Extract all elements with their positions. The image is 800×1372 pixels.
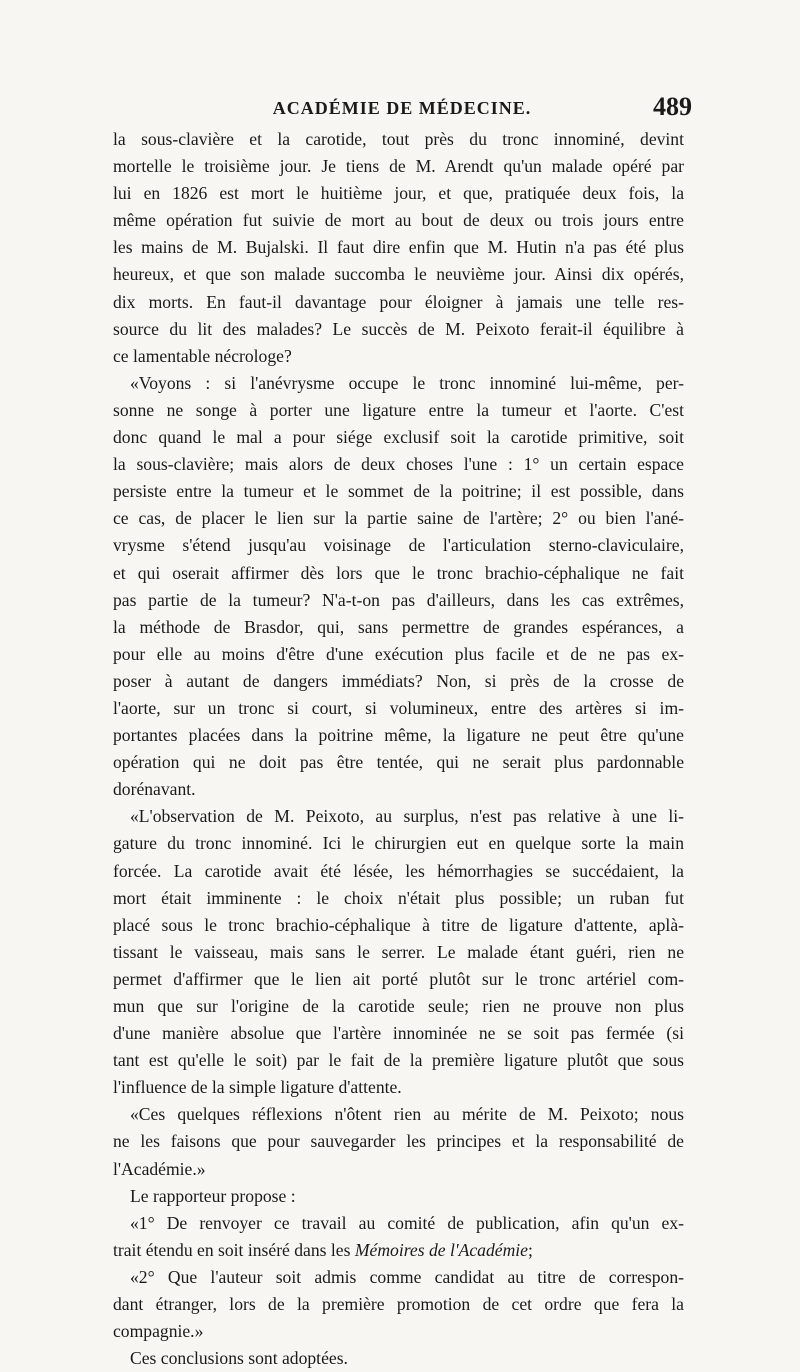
page-number: 489	[653, 92, 692, 121]
text-line: pas partie de la tumeur? N'a-t-on pas d'ailleurs, dans les cas extrêmes,	[113, 589, 684, 610]
text-line: ce cas, de placer le lien sur la partie saine de l'artère; 2° ou bien l'ané-	[113, 508, 684, 529]
text-line: «2° Que l'auteur soit admis comme candidat au titre de correspon-	[130, 1266, 684, 1287]
text-line: dix morts. En faut-il davantage pour éloigner à jamais une telle res-	[113, 291, 684, 312]
text-line: persiste entre la tumeur et le sommet de la poitrine; il est possible, dans	[113, 481, 684, 502]
running-title: ACADÉMIE DE MÉDECINE.	[272, 98, 532, 118]
italic-title: Mémoires de l'Académie	[354, 1239, 528, 1260]
text-line: dant étranger, lors de la première promotion de cet ordre que fera la	[113, 1294, 684, 1315]
text-line: «1° De renvoyer ce travail au comité de publication, afin qu'un ex-	[130, 1212, 684, 1233]
text-line: «Ces quelques réflexions n'ôtent rien au mérite de M. Peixoto; nous	[130, 1104, 684, 1125]
text-line: source du lit des malades? Le succès de M. Peixoto ferait-il équilibre à	[113, 318, 684, 339]
text-line: les mains de M. Bujalski. Il faut dire enfin que M. Hutin n'a pas été plus	[113, 237, 684, 258]
text-line: Ces conclusions sont adoptées.	[130, 1348, 348, 1369]
text-line: heureux, et que son malade succomba le neuvième jour. Ainsi dix opérés,	[113, 264, 684, 285]
text-line: poser à autant de dangers immédiats? Non, si près de la crosse de	[113, 670, 684, 691]
text-line: dorénavant.	[113, 779, 196, 800]
line-end: ;	[527, 1239, 533, 1260]
text-line: sonne ne songe à porter une ligature entre la tumeur et l'aorte. C'est	[113, 399, 684, 420]
text-line: vrysme s'étend jusqu'au voisinage de l'articulation sterno-claviculaire,	[113, 535, 684, 556]
text-line: donc quand le mal a pour siége exclusif soit la carotide primitive, soit	[113, 427, 684, 448]
text-line: permet d'affirmer que le lien ait porté plutôt sur le tronc artériel com-	[113, 968, 684, 989]
text-line: la sous-clavière; mais alors de deux choses l'une : 1° un certain espace	[113, 454, 684, 475]
text-line: ce lamentable nécrologe?	[113, 345, 292, 366]
text-line: «L'observation de M. Peixoto, au surplus, n'est pas relative à une li-	[130, 806, 684, 827]
text-line: Le rapporteur propose :	[130, 1185, 296, 1206]
text-line: compagnie.»	[113, 1321, 204, 1342]
text-line: opération qui ne doit pas être tentée, qui ne serait plus pardonnable	[113, 752, 684, 773]
text-line: l'Académie.»	[113, 1158, 206, 1179]
text-line: l'aorte, sur un tronc si court, si volumineux, entre des artères si im-	[113, 697, 684, 718]
text-line: pour elle au moins d'être d'une exécution plus facile et de ne pas ex-	[113, 643, 684, 664]
text-line: et qui oserait affirmer dès lors que le tronc brachio-céphalique ne fait	[113, 562, 684, 583]
text-line: tissant le vaisseau, mais sans le serrer. Le malade étant guéri, rien ne	[113, 941, 684, 962]
body-text	[113, 126, 684, 1372]
text-line: portantes placées dans la poitrine même, la ligature ne peut être qu'une	[113, 725, 684, 746]
text-line: forcée. La carotide avait été lésée, les hémorrhagies se succédaient, la	[113, 860, 684, 881]
running-head	[112, 92, 692, 126]
text-line: tant est qu'elle le soit) par le fait de la première ligature plutôt que sous	[113, 1050, 684, 1071]
text-line: «Voyons : si l'anévrysme occupe le tronc innominé lui-même, per-	[130, 372, 684, 393]
text-line: placé sous le tronc brachio-céphalique à titre de ligature d'attente, aplà-	[113, 914, 684, 935]
text-line	[113, 1237, 684, 1264]
text-line: ne les faisons que pour sauvegarder les principes et la responsabilité de	[113, 1131, 684, 1152]
text-line: mort était imminente : le choix n'était plus possible; un ruban fut	[113, 887, 684, 908]
line-text: trait étendu en soit inséré dans les	[113, 1239, 355, 1260]
text-line: mun que sur l'origine de la carotide seule; rien ne prouve non plus	[113, 996, 684, 1016]
text-line: l'influence de la simple ligature d'attente.	[113, 1077, 402, 1098]
text-line: d'une manière absolue que l'artère innominée ne se soit pas fermée (si	[113, 1023, 684, 1044]
text-line: même opération fut suivie de mort au bout de deux ou trois jours entre	[113, 210, 684, 231]
text-line: gature du tronc innominé. Ici le chirurgien eut en quelque sorte la main	[113, 833, 684, 854]
text-line: la méthode de Brasdor, qui, sans permettre de grandes espérances, a	[113, 616, 684, 637]
text-line: mortelle le troisième jour. Je tiens de M. Arendt qu'un malade opéré par	[113, 156, 684, 177]
text-line: la sous-clavière et la carotide, tout près du tronc innominé, devint	[113, 129, 684, 149]
text-line: lui en 1826 est mort le huitième jour, et que, pratiquée deux fois, la	[113, 183, 684, 204]
